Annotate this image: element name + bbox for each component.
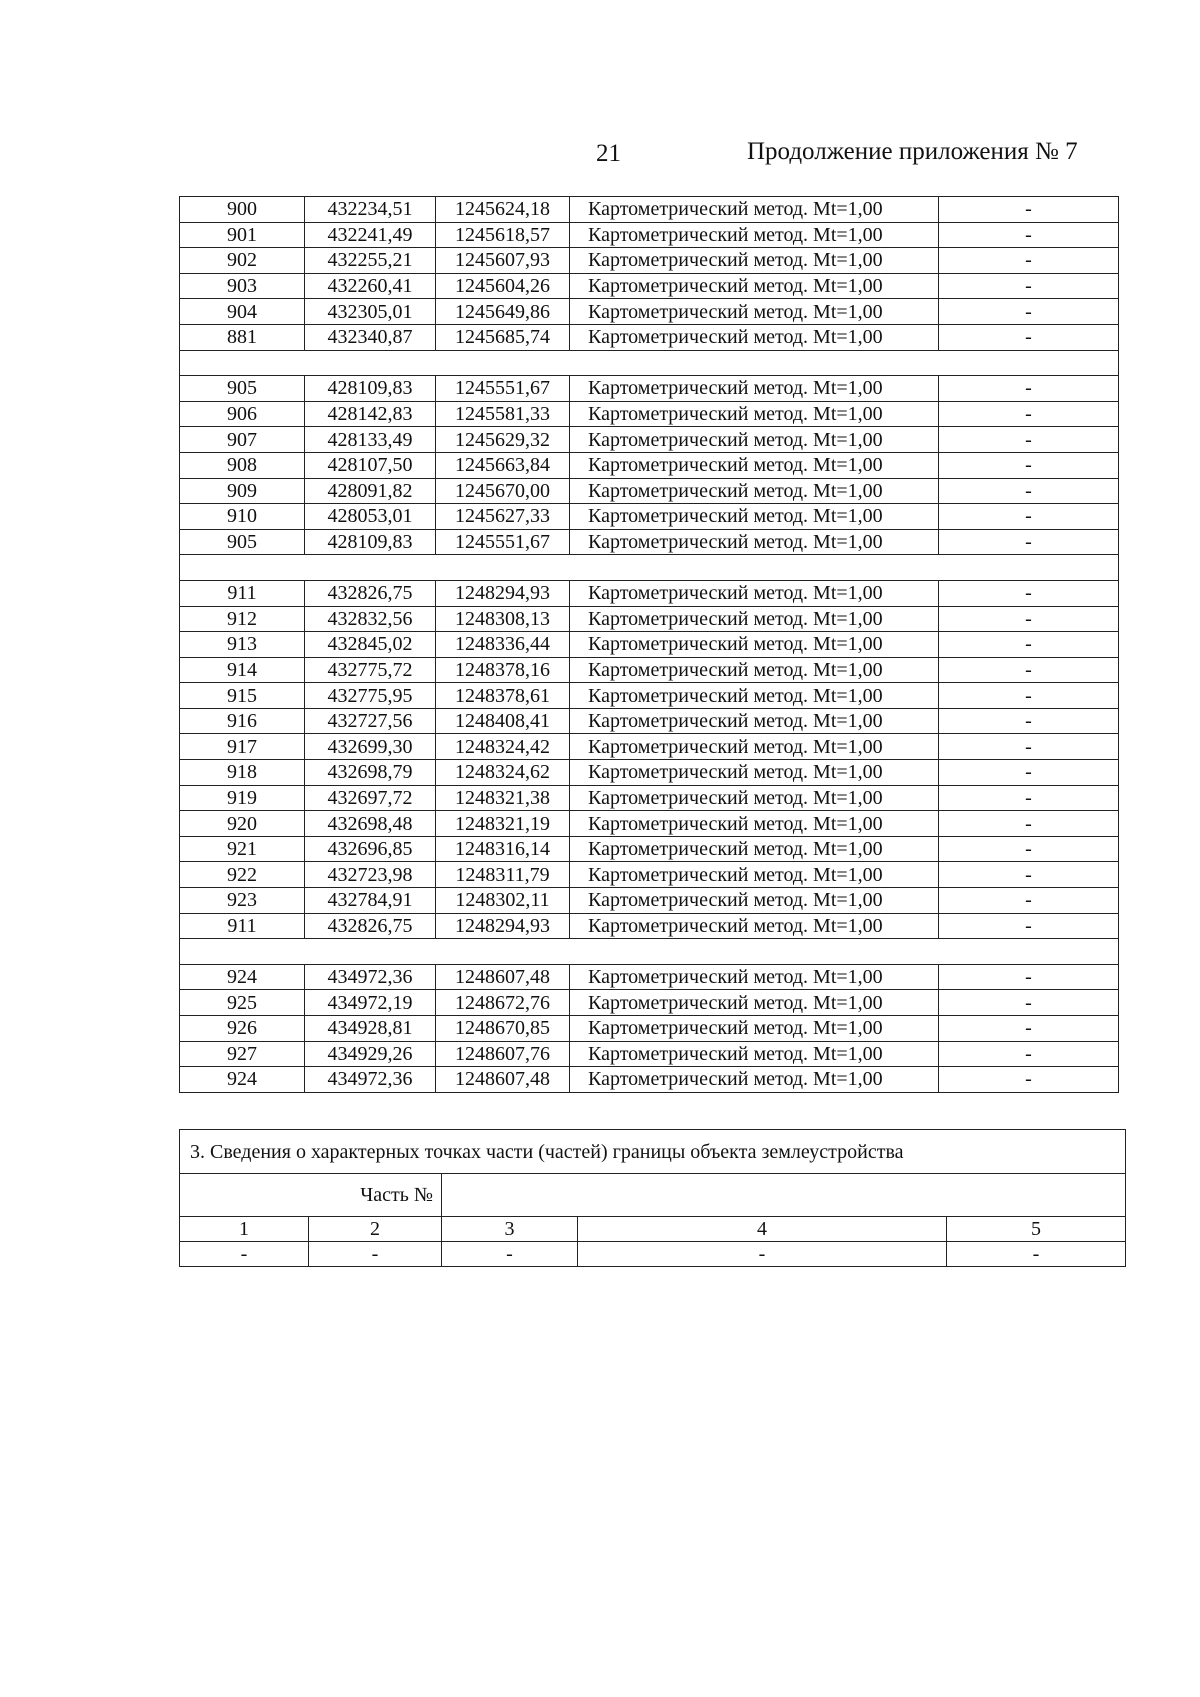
method-description: Картометрический метод. Mt=1,00: [570, 990, 939, 1016]
group-separator-row: [180, 939, 1119, 965]
coord-x: 432727,56: [305, 708, 436, 734]
accuracy-value: -: [939, 580, 1119, 606]
coord-x: 432784,91: [305, 888, 436, 914]
coord-y: 1245604,26: [436, 273, 570, 299]
accuracy-value: -: [939, 401, 1119, 427]
table-row: [180, 1067, 1119, 1093]
coord-x: 432826,75: [305, 913, 436, 939]
point-number: 924: [180, 964, 305, 990]
coord-y: 1245627,33: [436, 504, 570, 530]
table-row: [180, 888, 1119, 914]
point-number: 926: [180, 1016, 305, 1042]
table-row: [180, 760, 1119, 786]
coord-x: 432698,48: [305, 811, 436, 837]
coord-x: 432241,49: [305, 222, 436, 248]
table-row: [180, 222, 1119, 248]
empty-cell: -: [180, 1242, 309, 1267]
group-separator-row: [180, 350, 1119, 376]
coord-x: 432696,85: [305, 836, 436, 862]
coord-x: 428091,82: [305, 478, 436, 504]
point-number: 900: [180, 197, 305, 223]
table-row: [180, 862, 1119, 888]
coord-x: 432723,98: [305, 862, 436, 888]
accuracy-value: -: [939, 478, 1119, 504]
table-row: [180, 248, 1119, 274]
coord-x: 428053,01: [305, 504, 436, 530]
part-number-value: [442, 1174, 1126, 1217]
accuracy-value: -: [939, 811, 1119, 837]
method-description: Картометрический метод. Mt=1,00: [570, 888, 939, 914]
table-row: [180, 452, 1119, 478]
point-number: 924: [180, 1067, 305, 1093]
accuracy-value: -: [939, 632, 1119, 658]
method-description: Картометрический метод. Mt=1,00: [570, 299, 939, 325]
accuracy-value: -: [939, 785, 1119, 811]
coord-x: 434972,19: [305, 990, 436, 1016]
point-number: 923: [180, 888, 305, 914]
table-row: [180, 401, 1119, 427]
coord-x: 432775,72: [305, 657, 436, 683]
accuracy-value: -: [939, 273, 1119, 299]
accuracy-value: -: [939, 299, 1119, 325]
point-number: 918: [180, 760, 305, 786]
coord-x: 428107,50: [305, 452, 436, 478]
point-number: 902: [180, 248, 305, 274]
coord-y: 1248607,48: [436, 964, 570, 990]
coord-x: 428109,83: [305, 376, 436, 402]
group-separator-cell: [180, 350, 1119, 376]
point-number: 905: [180, 376, 305, 402]
table-row: [180, 606, 1119, 632]
coord-x: 432699,30: [305, 734, 436, 760]
coord-x: 432845,02: [305, 632, 436, 658]
method-description: Картометрический метод. Mt=1,00: [570, 222, 939, 248]
point-number: 910: [180, 504, 305, 530]
accuracy-value: -: [939, 1016, 1119, 1042]
accuracy-value: -: [939, 1041, 1119, 1067]
table-row: [180, 273, 1119, 299]
method-description: Картометрический метод. Mt=1,00: [570, 964, 939, 990]
point-number: 927: [180, 1041, 305, 1067]
method-description: Картометрический метод. Mt=1,00: [570, 734, 939, 760]
coord-y: 1245649,86: [436, 299, 570, 325]
accuracy-value: -: [939, 376, 1119, 402]
group-separator-cell: [180, 555, 1119, 581]
coord-y: 1248408,41: [436, 708, 570, 734]
point-number: 881: [180, 324, 305, 350]
table-row: [180, 478, 1119, 504]
accuracy-value: -: [939, 197, 1119, 223]
point-number: 925: [180, 990, 305, 1016]
table-row: [180, 683, 1119, 709]
coord-y: 1248378,61: [436, 683, 570, 709]
point-number: 903: [180, 273, 305, 299]
coord-y: 1248321,19: [436, 811, 570, 837]
point-number: 916: [180, 708, 305, 734]
coord-x: 428133,49: [305, 427, 436, 453]
accuracy-value: -: [939, 760, 1119, 786]
point-number: 917: [180, 734, 305, 760]
method-description: Картометрический метод. Mt=1,00: [570, 478, 939, 504]
accuracy-value: -: [939, 324, 1119, 350]
accuracy-value: -: [939, 452, 1119, 478]
coord-x: 434972,36: [305, 964, 436, 990]
accuracy-value: -: [939, 427, 1119, 453]
coord-y: 1248378,16: [436, 657, 570, 683]
method-description: Картометрический метод. Mt=1,00: [570, 376, 939, 402]
coord-x: 432775,95: [305, 683, 436, 709]
section3-table: [179, 1129, 1126, 1267]
part-number-label: Часть №: [180, 1174, 442, 1217]
group-separator-row: [180, 555, 1119, 581]
table-row: [180, 734, 1119, 760]
coord-y: 1245624,18: [436, 197, 570, 223]
table-row: [180, 913, 1119, 939]
point-number: 905: [180, 529, 305, 555]
coord-x: 432832,56: [305, 606, 436, 632]
point-number: 901: [180, 222, 305, 248]
accuracy-value: -: [939, 708, 1119, 734]
coord-x: 434972,36: [305, 1067, 436, 1093]
method-description: Картометрический метод. Mt=1,00: [570, 657, 939, 683]
method-description: Картометрический метод. Mt=1,00: [570, 913, 939, 939]
method-description: Картометрический метод. Mt=1,00: [570, 504, 939, 530]
method-description: Картометрический метод. Mt=1,00: [570, 760, 939, 786]
accuracy-value: -: [939, 913, 1119, 939]
empty-cell: -: [309, 1242, 442, 1267]
coord-y: 1248294,93: [436, 913, 570, 939]
method-description: Картометрический метод. Mt=1,00: [570, 248, 939, 274]
accuracy-value: -: [939, 657, 1119, 683]
point-number: 919: [180, 785, 305, 811]
empty-cell: -: [947, 1242, 1126, 1267]
coord-y: 1245551,67: [436, 529, 570, 555]
accuracy-value: -: [939, 734, 1119, 760]
method-description: Картометрический метод. Mt=1,00: [570, 606, 939, 632]
accuracy-value: -: [939, 529, 1119, 555]
coordinates-table: [179, 196, 1119, 1093]
point-number: 904: [180, 299, 305, 325]
point-number: 906: [180, 401, 305, 427]
coord-x: 432697,72: [305, 785, 436, 811]
coord-x: 432260,41: [305, 273, 436, 299]
coord-x: 434929,26: [305, 1041, 436, 1067]
coord-y: 1245581,33: [436, 401, 570, 427]
coord-x: 432305,01: [305, 299, 436, 325]
point-number: 913: [180, 632, 305, 658]
coord-y: 1245551,67: [436, 376, 570, 402]
coord-x: 432340,87: [305, 324, 436, 350]
method-description: Картометрический метод. Mt=1,00: [570, 862, 939, 888]
coord-x: 432698,79: [305, 760, 436, 786]
table-row: [180, 811, 1119, 837]
table-row: [180, 990, 1119, 1016]
method-description: Картометрический метод. Mt=1,00: [570, 1041, 939, 1067]
coord-y: 1248324,42: [436, 734, 570, 760]
point-number: 921: [180, 836, 305, 862]
method-description: Картометрический метод. Mt=1,00: [570, 273, 939, 299]
coord-y: 1245618,57: [436, 222, 570, 248]
table-row: [180, 427, 1119, 453]
accuracy-value: -: [939, 504, 1119, 530]
coord-y: 1248302,11: [436, 888, 570, 914]
coord-y: 1248294,93: [436, 580, 570, 606]
point-number: 911: [180, 913, 305, 939]
method-description: Картометрический метод. Mt=1,00: [570, 197, 939, 223]
point-number: 914: [180, 657, 305, 683]
group-separator-cell: [180, 939, 1119, 965]
point-number: 922: [180, 862, 305, 888]
accuracy-value: -: [939, 964, 1119, 990]
method-description: Картометрический метод. Mt=1,00: [570, 580, 939, 606]
coord-x: 432234,51: [305, 197, 436, 223]
table-row: [180, 299, 1119, 325]
accuracy-value: -: [939, 683, 1119, 709]
method-description: Картометрический метод. Mt=1,00: [570, 836, 939, 862]
accuracy-value: -: [939, 606, 1119, 632]
point-number: 915: [180, 683, 305, 709]
method-description: Картометрический метод. Mt=1,00: [570, 529, 939, 555]
method-description: Картометрический метод. Mt=1,00: [570, 324, 939, 350]
point-number: 911: [180, 580, 305, 606]
coord-y: 1245629,32: [436, 427, 570, 453]
coord-x: 434928,81: [305, 1016, 436, 1042]
method-description: Картометрический метод. Mt=1,00: [570, 632, 939, 658]
table-row: [180, 657, 1119, 683]
coord-y: 1248670,85: [436, 1016, 570, 1042]
column-number: 5: [947, 1217, 1126, 1242]
method-description: Картометрический метод. Mt=1,00: [570, 452, 939, 478]
coordinates-table-body: [180, 197, 1119, 1093]
table-row: [180, 1041, 1119, 1067]
table-row: [180, 324, 1119, 350]
coord-y: 1248607,76: [436, 1041, 570, 1067]
method-description: Картометрический метод. Mt=1,00: [570, 811, 939, 837]
coord-y: 1245670,00: [436, 478, 570, 504]
accuracy-value: -: [939, 1067, 1119, 1093]
accuracy-value: -: [939, 990, 1119, 1016]
column-number: 4: [578, 1217, 947, 1242]
coord-y: 1248672,76: [436, 990, 570, 1016]
table-row: [180, 785, 1119, 811]
method-description: Картометрический метод. Mt=1,00: [570, 1016, 939, 1042]
coord-y: 1248607,48: [436, 1067, 570, 1093]
accuracy-value: -: [939, 222, 1119, 248]
coord-x: 428109,83: [305, 529, 436, 555]
column-number: 1: [180, 1217, 309, 1242]
point-number: 908: [180, 452, 305, 478]
coord-y: 1248311,79: [436, 862, 570, 888]
method-description: Картометрический метод. Mt=1,00: [570, 708, 939, 734]
column-number: 3: [442, 1217, 578, 1242]
accuracy-value: -: [939, 888, 1119, 914]
accuracy-value: -: [939, 862, 1119, 888]
page-header-title: Продолжение приложения № 7: [747, 138, 1078, 165]
coord-y: 1248316,14: [436, 836, 570, 862]
page-number: 21: [596, 140, 621, 167]
table-row: [180, 580, 1119, 606]
table-row: [180, 376, 1119, 402]
method-description: Картометрический метод. Mt=1,00: [570, 427, 939, 453]
column-number: 2: [309, 1217, 442, 1242]
accuracy-value: -: [939, 836, 1119, 862]
table-row: [180, 1016, 1119, 1042]
table-row: [180, 836, 1119, 862]
method-description: Картометрический метод. Mt=1,00: [570, 785, 939, 811]
accuracy-value: -: [939, 248, 1119, 274]
table-row: [180, 632, 1119, 658]
point-number: 907: [180, 427, 305, 453]
coord-x: 428142,83: [305, 401, 436, 427]
point-number: 909: [180, 478, 305, 504]
table-row: [180, 964, 1119, 990]
coord-y: 1245685,74: [436, 324, 570, 350]
coord-y: 1248308,13: [436, 606, 570, 632]
table-row: [180, 708, 1119, 734]
empty-cell: -: [442, 1242, 578, 1267]
coord-x: 432255,21: [305, 248, 436, 274]
method-description: Картометрический метод. Mt=1,00: [570, 1067, 939, 1093]
method-description: Картометрический метод. Mt=1,00: [570, 683, 939, 709]
point-number: 920: [180, 811, 305, 837]
method-description: Картометрический метод. Mt=1,00: [570, 401, 939, 427]
point-number: 912: [180, 606, 305, 632]
table-row: [180, 197, 1119, 223]
table-row: [180, 529, 1119, 555]
empty-cell: -: [578, 1242, 947, 1267]
coord-x: 432826,75: [305, 580, 436, 606]
section3-title: 3. Сведения о характерных точках части (частей) границы объекта землеустройства: [180, 1130, 1126, 1174]
coord-y: 1248321,38: [436, 785, 570, 811]
coord-y: 1248324,62: [436, 760, 570, 786]
coord-y: 1245607,93: [436, 248, 570, 274]
coord-y: 1245663,84: [436, 452, 570, 478]
table-row: [180, 504, 1119, 530]
coord-y: 1248336,44: [436, 632, 570, 658]
